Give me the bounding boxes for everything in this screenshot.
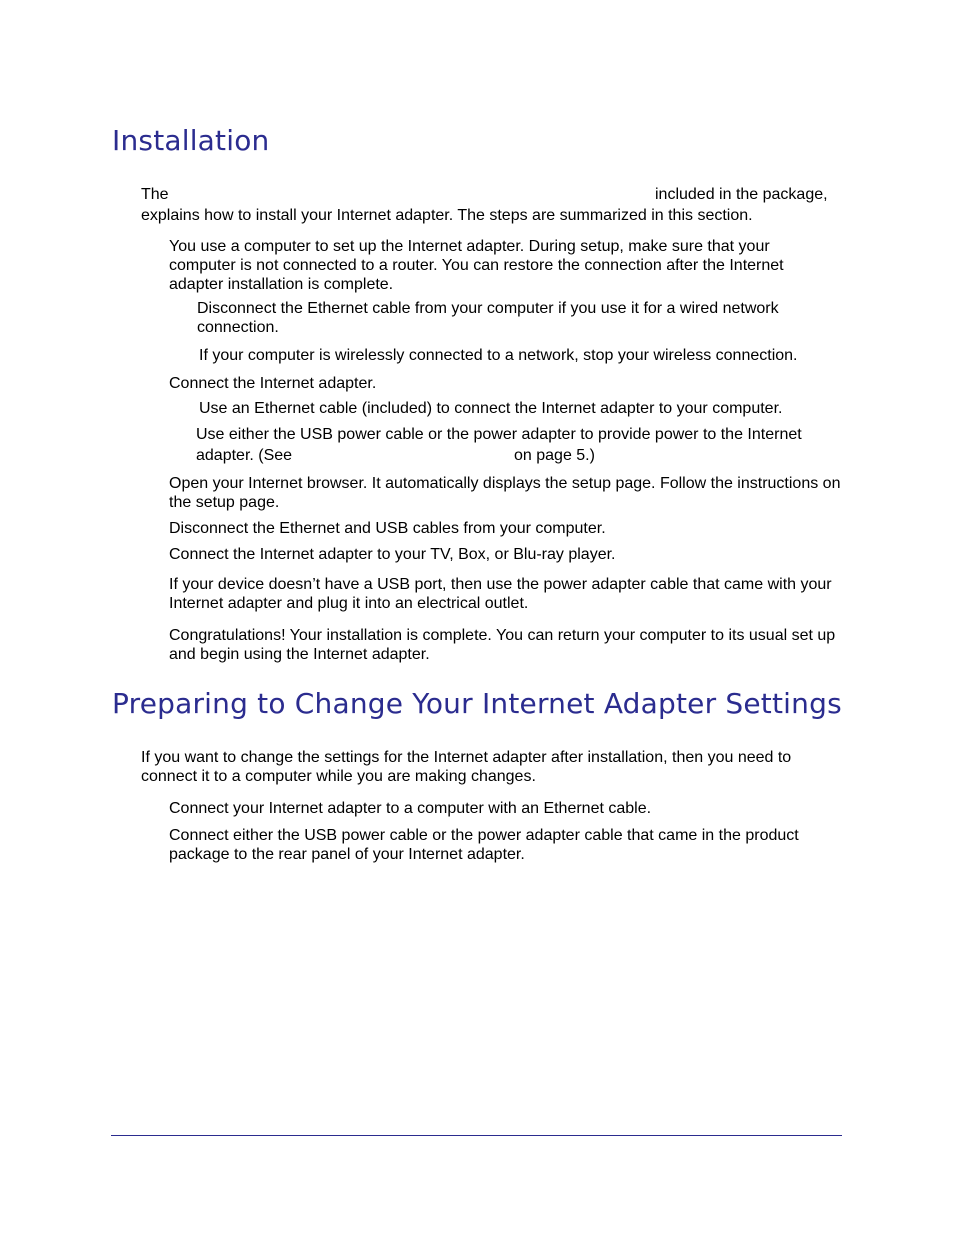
install-step-5-note: If your device doesn’t have a USB port, then use the power adapter cable that came with your Internet adapter and plug it into an electrical outlet. [169,576,832,612]
install-congratulations: Congratulations! Your installation is complete. You can return your computer to its usual set up and begin using the Internet adapter. [169,627,836,663]
install-step-1: You use a computer to set up the Internet adapter. During setup, make sure that your computer is not connected to a router. You can restore the connection after the Internet adapter installation is complete. [169,238,784,293]
footer-rule [111,1135,842,1136]
install-step-4: Disconnect the Ethernet and USB cables from your computer. [169,520,606,537]
install-step-1-sub-2: If your computer is wirelessly connected to a network, stop your wireless connection. [199,347,798,364]
preparing-step-2: Connect either the USB power cable or the power adapter cable that came in the product package to the rear panel of your Internet adapter. [169,827,799,863]
install-step-2-sub-2-end: on page 5.) [514,447,595,464]
installation-intro-line2: explains how to install your Internet adapter. The steps are summarized in this section. [141,207,753,224]
install-step-2-sub-2-start: adapter. (See [196,447,293,464]
installation-intro-end: included in the package, [655,186,828,203]
preparing-step-1: Connect your Internet adapter to a computer with an Ethernet cable. [169,800,652,817]
install-step-2-sub-2-line1: Use either the USB power cable or the power adapter to provide power to the Internet [196,426,802,443]
install-step-5: Connect the Internet adapter to your TV, Box, or Blu-ray player. [169,546,616,563]
install-step-2-sub-1: Use an Ethernet cable (included) to connect the Internet adapter to your computer. [199,400,783,417]
install-step-1-sub-1: Disconnect the Ethernet cable from your computer if you use it for a wired network connection. [197,300,779,336]
preparing-heading: Preparing to Change Your Internet Adapter Settings [112,687,842,720]
preparing-intro: If you want to change the settings for the Internet adapter after installation, then you need to connect it to a computer while you are making changes. [141,749,792,785]
installation-intro-start: The [141,186,169,203]
install-step-3: Open your Internet browser. It automatically displays the setup page. Follow the instructions on the setup page. [169,475,841,511]
install-step-2: Connect the Internet adapter. [169,375,377,392]
installation-heading: Installation [112,124,270,157]
